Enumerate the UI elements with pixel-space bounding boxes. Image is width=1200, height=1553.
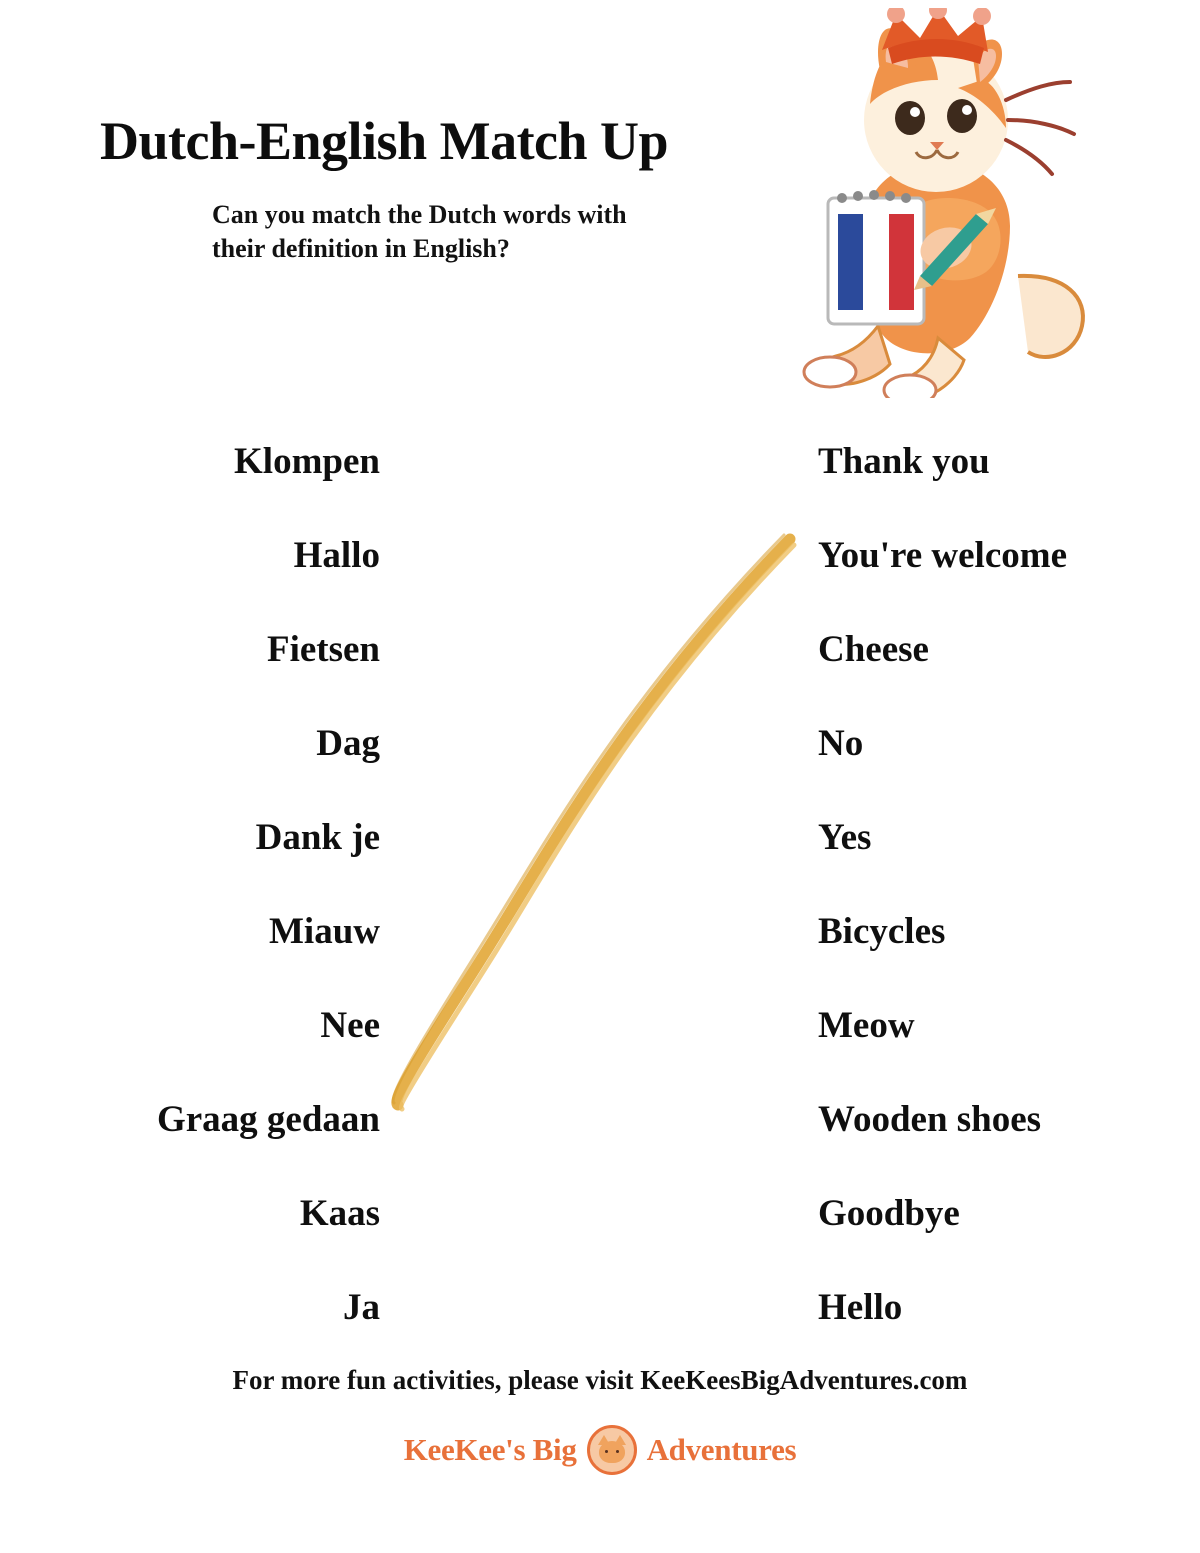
cat-badge-icon [587,1425,637,1475]
dutch-word[interactable]: Fietsen [266,629,380,670]
dutch-word[interactable]: Ja [343,1287,380,1328]
cat-mascot-icon [770,8,1100,398]
page-subtitle: Can you match the Dutch words with their definition in English? [212,200,627,264]
page-title: Dutch-English Match Up [100,111,669,172]
english-word[interactable]: Bicycles [818,911,946,952]
english-word[interactable]: No [818,723,864,764]
english-word[interactable]: You're welcome [818,535,1067,576]
dutch-word[interactable]: Hallo [293,535,380,576]
english-word[interactable]: Goodbye [818,1193,960,1234]
dutch-word[interactable]: Graag gedaan [156,1099,380,1140]
brand-logo-left-text: KeeKee's Big [403,1432,577,1467]
english-word-column [818,415,1148,1355]
footer-note: For more fun activities, please visit KeeKeesBigAdventures.com [232,1365,968,1395]
english-word[interactable]: Yes [818,817,872,858]
english-word[interactable]: Thank you [818,441,990,482]
dutch-word[interactable]: Dank je [255,817,380,858]
brand-logo[interactable] [0,1425,1200,1475]
brand-logo-right-text: Adventures [646,1432,797,1467]
dutch-word[interactable]: Klompen [234,441,380,482]
dutch-word-column [60,415,380,1355]
english-word[interactable]: Meow [818,1005,915,1046]
dutch-word[interactable]: Miauw [269,911,380,952]
english-word[interactable]: Wooden shoes [818,1099,1042,1140]
english-word[interactable]: Cheese [818,629,929,670]
dutch-word[interactable]: Nee [320,1005,380,1046]
gold-curve-decoration-icon [370,505,810,1125]
dutch-word[interactable]: Dag [316,723,380,764]
dutch-word[interactable]: Kaas [299,1193,380,1234]
english-word[interactable]: Hello [818,1287,903,1328]
